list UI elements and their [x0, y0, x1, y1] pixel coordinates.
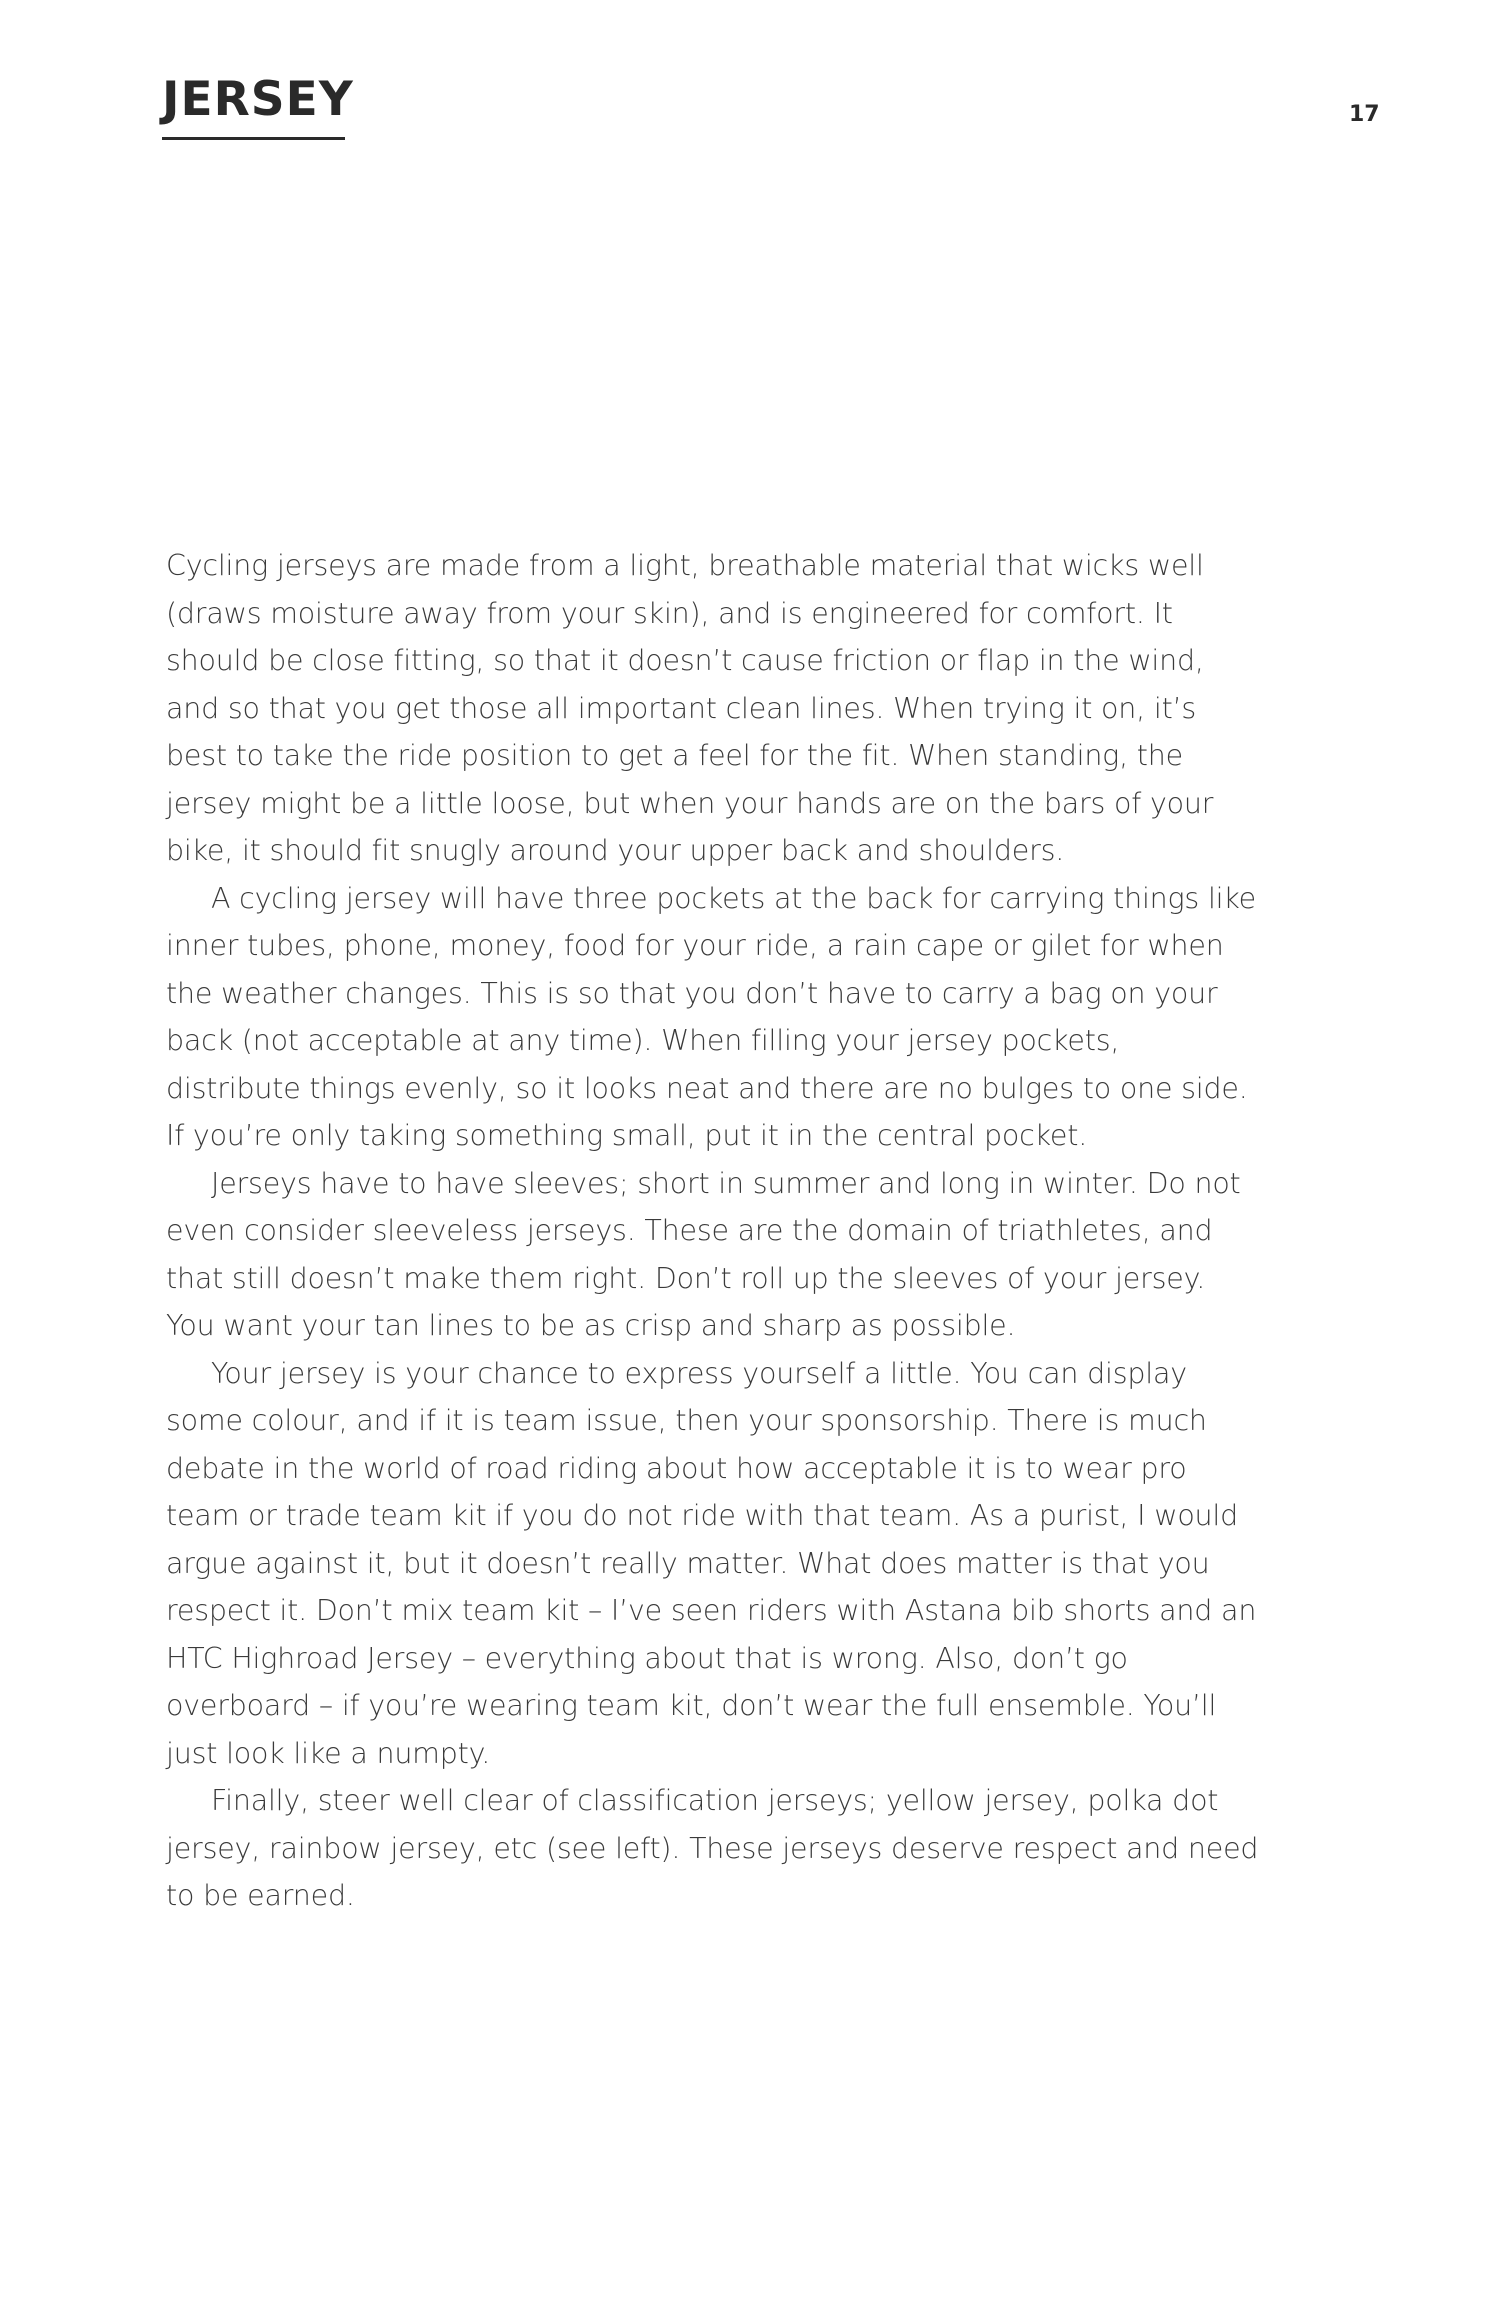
- body-text: [166, 542, 1261, 1920]
- paragraph-4: Your jersey is your chance to express yourself a little. You can display some colour, and if it is team issue, then your sponsorship. There is much debate in the world of road riding about how acceptable it is to wear pro team or trade team kit if you do not ride with that team. As a purist, I would argue against it, but it doesn’t really matter. What does matter is that you respect it. Don’t mix team kit – I’ve seen riders with Astana bib shorts and an HTC Highroad Jersey – everything about that is wrong. Also, don’t go overboard – if you’re wearing team kit, don’t wear the full ensemble. You’ll just look like a numpty.: [166, 1356, 1257, 1770]
- paragraph-2: A cycling jersey will have three pockets at the back for carrying things like inner tubes, phone, money, food for your ride, a rain cape or gilet for when the weather changes. This is so that you don’t have to carry a bag on your back (not acceptable at any time). When filling your jersey pockets, distribute things evenly, so it looks neat and there are no bulges to one side. If you’re only taking something small, put it in the central pocket.: [166, 881, 1257, 1152]
- paragraph-5: Finally, steer well clear of classification jerseys; yellow jersey, polka dot jersey, rainbow jersey, etc (see left). These jerseys deserve respect and need to be earned.: [166, 1784, 1259, 1912]
- paragraph-3: Jerseys have to have sleeves; short in summer and long in winter. Do not even consider sleeveless jerseys. These are the domain of triathletes, and that still doesn’t make them right. Don’t roll up the sleeves of your jersey. You want your tan lines to be as crisp and sharp as possible.: [166, 1166, 1241, 1342]
- page-title: JERSEY: [162, 72, 354, 127]
- title-underline: [162, 137, 345, 140]
- page-number: 17: [1349, 102, 1380, 127]
- paragraph-1: Cycling jerseys are made from a light, breathable material that wicks well (draws moisture away from your skin), and is engineered for comfort. It should be close fitting, so that it doesn’t cause friction or flap in the wind, and so that you get those all important clean lines. When trying it on, it’s best to take the ride position to get a feel for the fit. When standing, the jersey might be a little loose, but when your hands are on the bars of your bike, it should fit snugly around your upper back and shoulders.: [166, 549, 1214, 867]
